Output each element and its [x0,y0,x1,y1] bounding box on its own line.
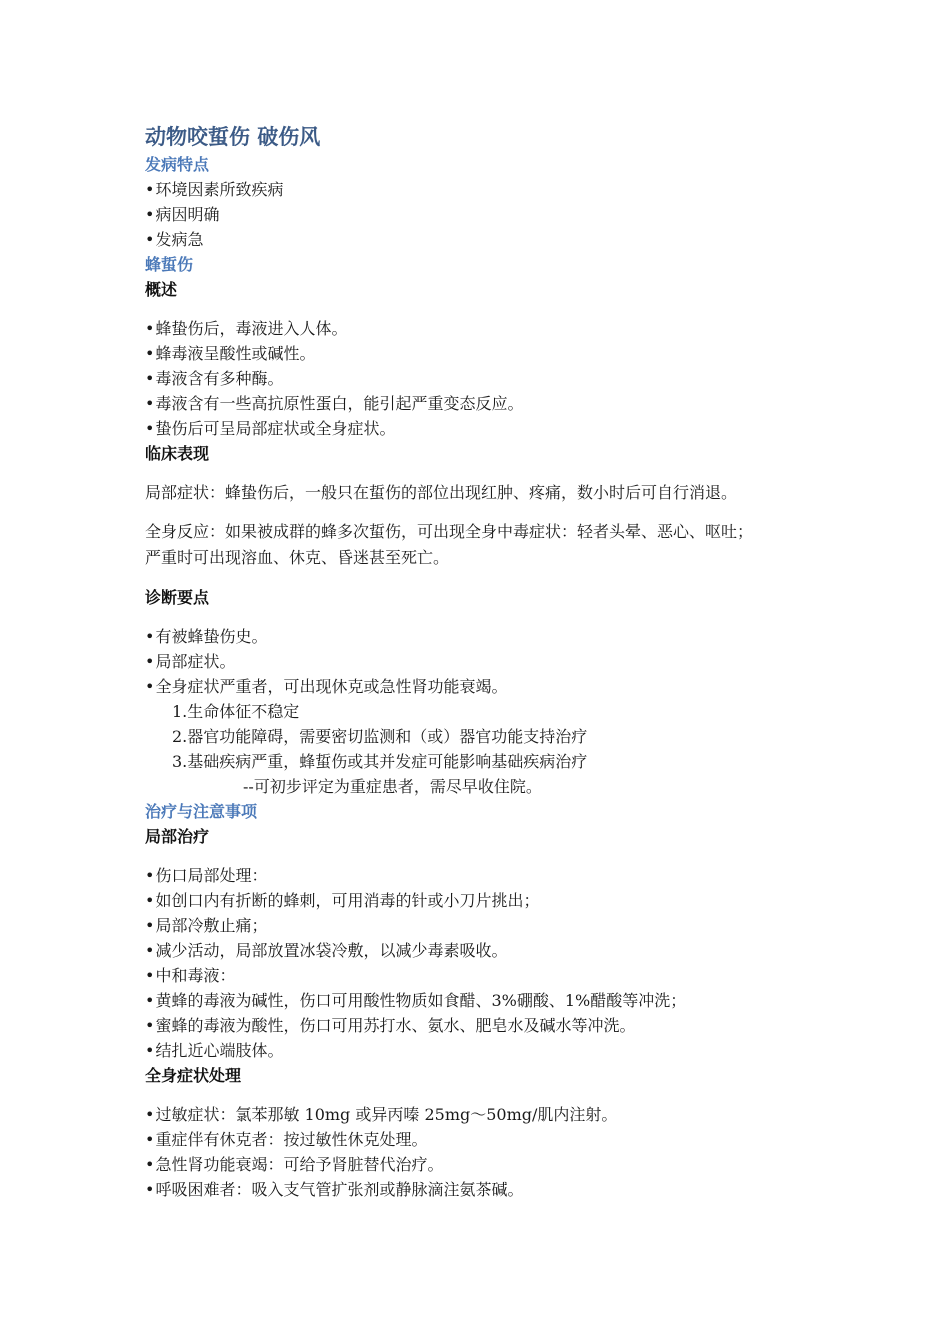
section-heading-bee: 蜂蜇伤 [145,255,194,274]
list-item: • 蜜蜂的毒液为酸性，伤口可用苏打水、氨水、肥皂水及碱水等冲洗。 [145,1013,815,1038]
list-item: • 蜂毒液呈酸性或碱性。 [145,341,815,366]
list-item: • 环境因素所致疾病 [145,177,815,202]
list-item: • 呼吸困难者：吸入支气管扩张剂或静脉滴注氨茶碱。 [145,1177,815,1202]
list-item: • 毒液含有一些高抗原性蛋白，能引起严重变态反应。 [145,391,815,416]
paragraph-systemic-reaction [145,519,815,571]
list-item: • 结扎近心端肢体。 [145,1038,815,1063]
list-item: • 重症伴有休克者：按过敏性休克处理。 [145,1127,815,1152]
page-title: 动物咬蜇伤 破伤风 [145,125,321,149]
list-item: • 减少活动，局部放置冰袋冷敷，以减少毒素吸收。 [145,938,815,963]
list-item: • 中和毒液： [145,963,815,988]
paragraph-line: 全身反应：如果被成群的蜂多次蜇伤，可出现全身中毒症状：轻者头晕、恶心、呕吐； [145,522,754,541]
paragraph-local-symptoms: 局部症状：蜂蛰伤后，一般只在蜇伤的部位出现红肿、疼痛，数小时后可自行消退。 [145,483,738,502]
list-item: • 黄蜂的毒液为碱性，伤口可用酸性物质如食醋、3%硼酸、1%醋酸等冲洗； [145,988,815,1013]
list-item: • 伤口局部处理： [145,863,815,888]
section-heading-onset: 发病特点 [145,155,210,174]
list-item: • 毒液含有多种酶。 [145,366,815,391]
list-item: • 蛰伤后可呈局部症状或全身症状。 [145,416,815,441]
document-page [145,122,815,1202]
list-item: • 发病急 [145,227,815,252]
subheading-clinical: 临床表现 [145,444,210,463]
list-item: • 有被蜂蛰伤史。 [145,624,815,649]
numbered-item: 1.生命体征不稳定 [172,702,300,721]
list-item: • 全身症状严重者，可出现休克或急性肾功能衰竭。 [145,674,815,699]
list-item: • 局部冷敷止痛； [145,913,815,938]
paragraph-line: 严重时可出现溶血、休克、昏迷甚至死亡。 [145,548,450,567]
list-item: • 如创口内有折断的蜂刺，可用消毒的针或小刀片挑出； [145,888,815,913]
subheading-systemic-treatment: 全身症状处理 [145,1066,242,1085]
list-item: • 局部症状。 [145,649,815,674]
list-item: • 病因明确 [145,202,815,227]
list-item: • 急性肾功能衰竭：可给予肾脏替代治疗。 [145,1152,815,1177]
list-item: • 蜂蛰伤后，毒液进入人体。 [145,316,815,341]
numbered-item: 2.器官功能障碍，需要密切监测和（或）器官功能支持治疗 [172,727,588,746]
list-item: • 过敏症状：氯苯那敏 10mg 或异丙嗪 25mg～50mg/肌内注射。 [145,1102,815,1127]
subheading-overview: 概述 [145,280,178,299]
subheading-local-treatment: 局部治疗 [145,827,210,846]
section-heading-treatment: 治疗与注意事项 [145,802,258,821]
subheading-diagnosis: 诊断要点 [145,588,210,607]
diagnosis-conclusion: --可初步评定为重症患者，需尽早收住院。 [243,777,542,796]
numbered-item: 3.基础疾病严重，蜂蜇伤或其并发症可能影响基础疾病治疗 [172,752,588,771]
